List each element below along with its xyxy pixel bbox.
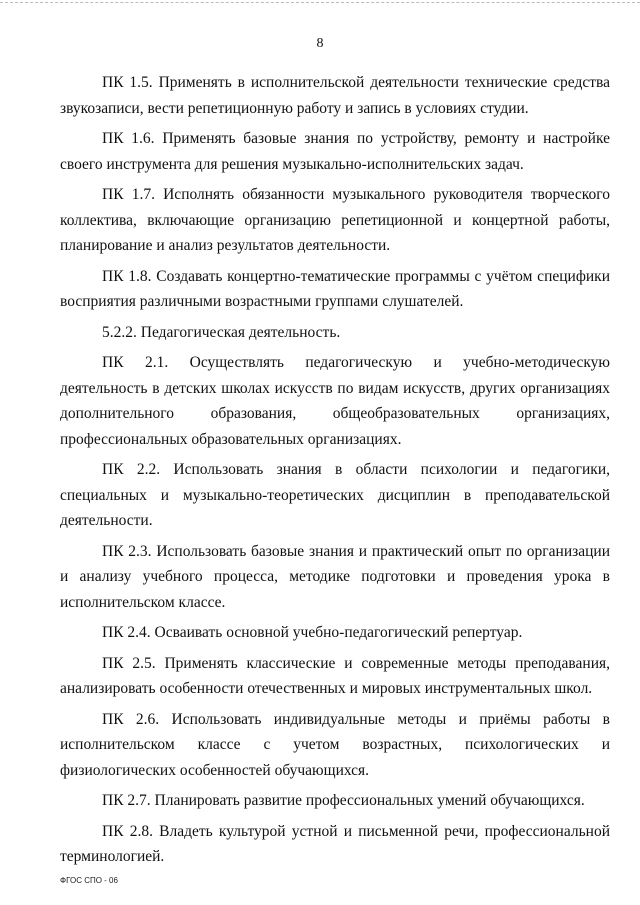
paragraph-pk-1-7: ПК 1.7. Исполнять обязанности музыкального руководителя творческого коллектива, включающие организацию репетиционной и концертной работы, планирование и анализ результатов деятельности. — [60, 186, 610, 254]
footer-mark: ФГОС СПО - 06 — [60, 876, 118, 885]
page-number: 8 — [316, 36, 324, 51]
paragraph-pk-2-8: ПК 2.8. Владеть культурой устной и письменной речи, профессиональной терминологией. — [60, 822, 610, 865]
paragraph-pk-2-5: ПК 2.5. Применять классические и современные методы преподавания, анализировать особенности отечественных и мировых инструментальных школ. — [60, 654, 610, 697]
paragraph-pk-2-1: ПК 2.1. Осуществлять педагогическую и учебно-методическую деятельность в детских школах искусств по видам искусств, других организациях дополнительного образования, общеобразовательных организациях, профессиональных образовательных организациях. — [60, 354, 610, 448]
paragraph-pk-2-6: ПК 2.6. Использовать индивидуальные методы и приёмы работы в исполнительском классе с учетом возрастных, психологических и физиологических особенностей обучающихся. — [60, 710, 610, 779]
paragraph-pk-1-8: ПК 1.8. Создавать концертно-тематические программы с учётом специфики восприятия различными возрастными группами слушателей. — [60, 267, 610, 310]
paragraph-pk-2-2: ПК 2.2. Использовать знания в области психологии и педагогики, специальных и музыкально-теоретических дисциплин в преподавательской деятельности. — [60, 461, 610, 529]
paragraph-pk-2-3: ПК 2.3. Использовать базовые знания и практический опыт по организации и анализу учебного процесса, методике подготовки и проведения урока в исполнительском классе. — [60, 542, 610, 611]
section-heading-5-2-2: 5.2.2. Педагогическая деятельность. — [102, 323, 341, 341]
document-body — [60, 70, 610, 875]
paragraph-pk-2-7: ПК 2.7. Планировать развитие профессиональных умений обучающихся. — [102, 792, 585, 809]
paragraph-pk-1-6: ПК 1.6. Применять базовые знания по устройству, ремонту и настройке своего инструмента для решения музыкально-исполнительских задач. — [60, 130, 610, 173]
top-scan-line — [0, 2, 640, 3]
paragraph-pk-2-4: ПК 2.4. Осваивать основной учебно-педагогический репертуар. — [102, 624, 523, 641]
paragraph-pk-1-5: ПК 1.5. Применять в исполнительской деятельности технические средства звукозаписи, вести репетиционную работу и запись в условиях студии. — [60, 74, 610, 117]
